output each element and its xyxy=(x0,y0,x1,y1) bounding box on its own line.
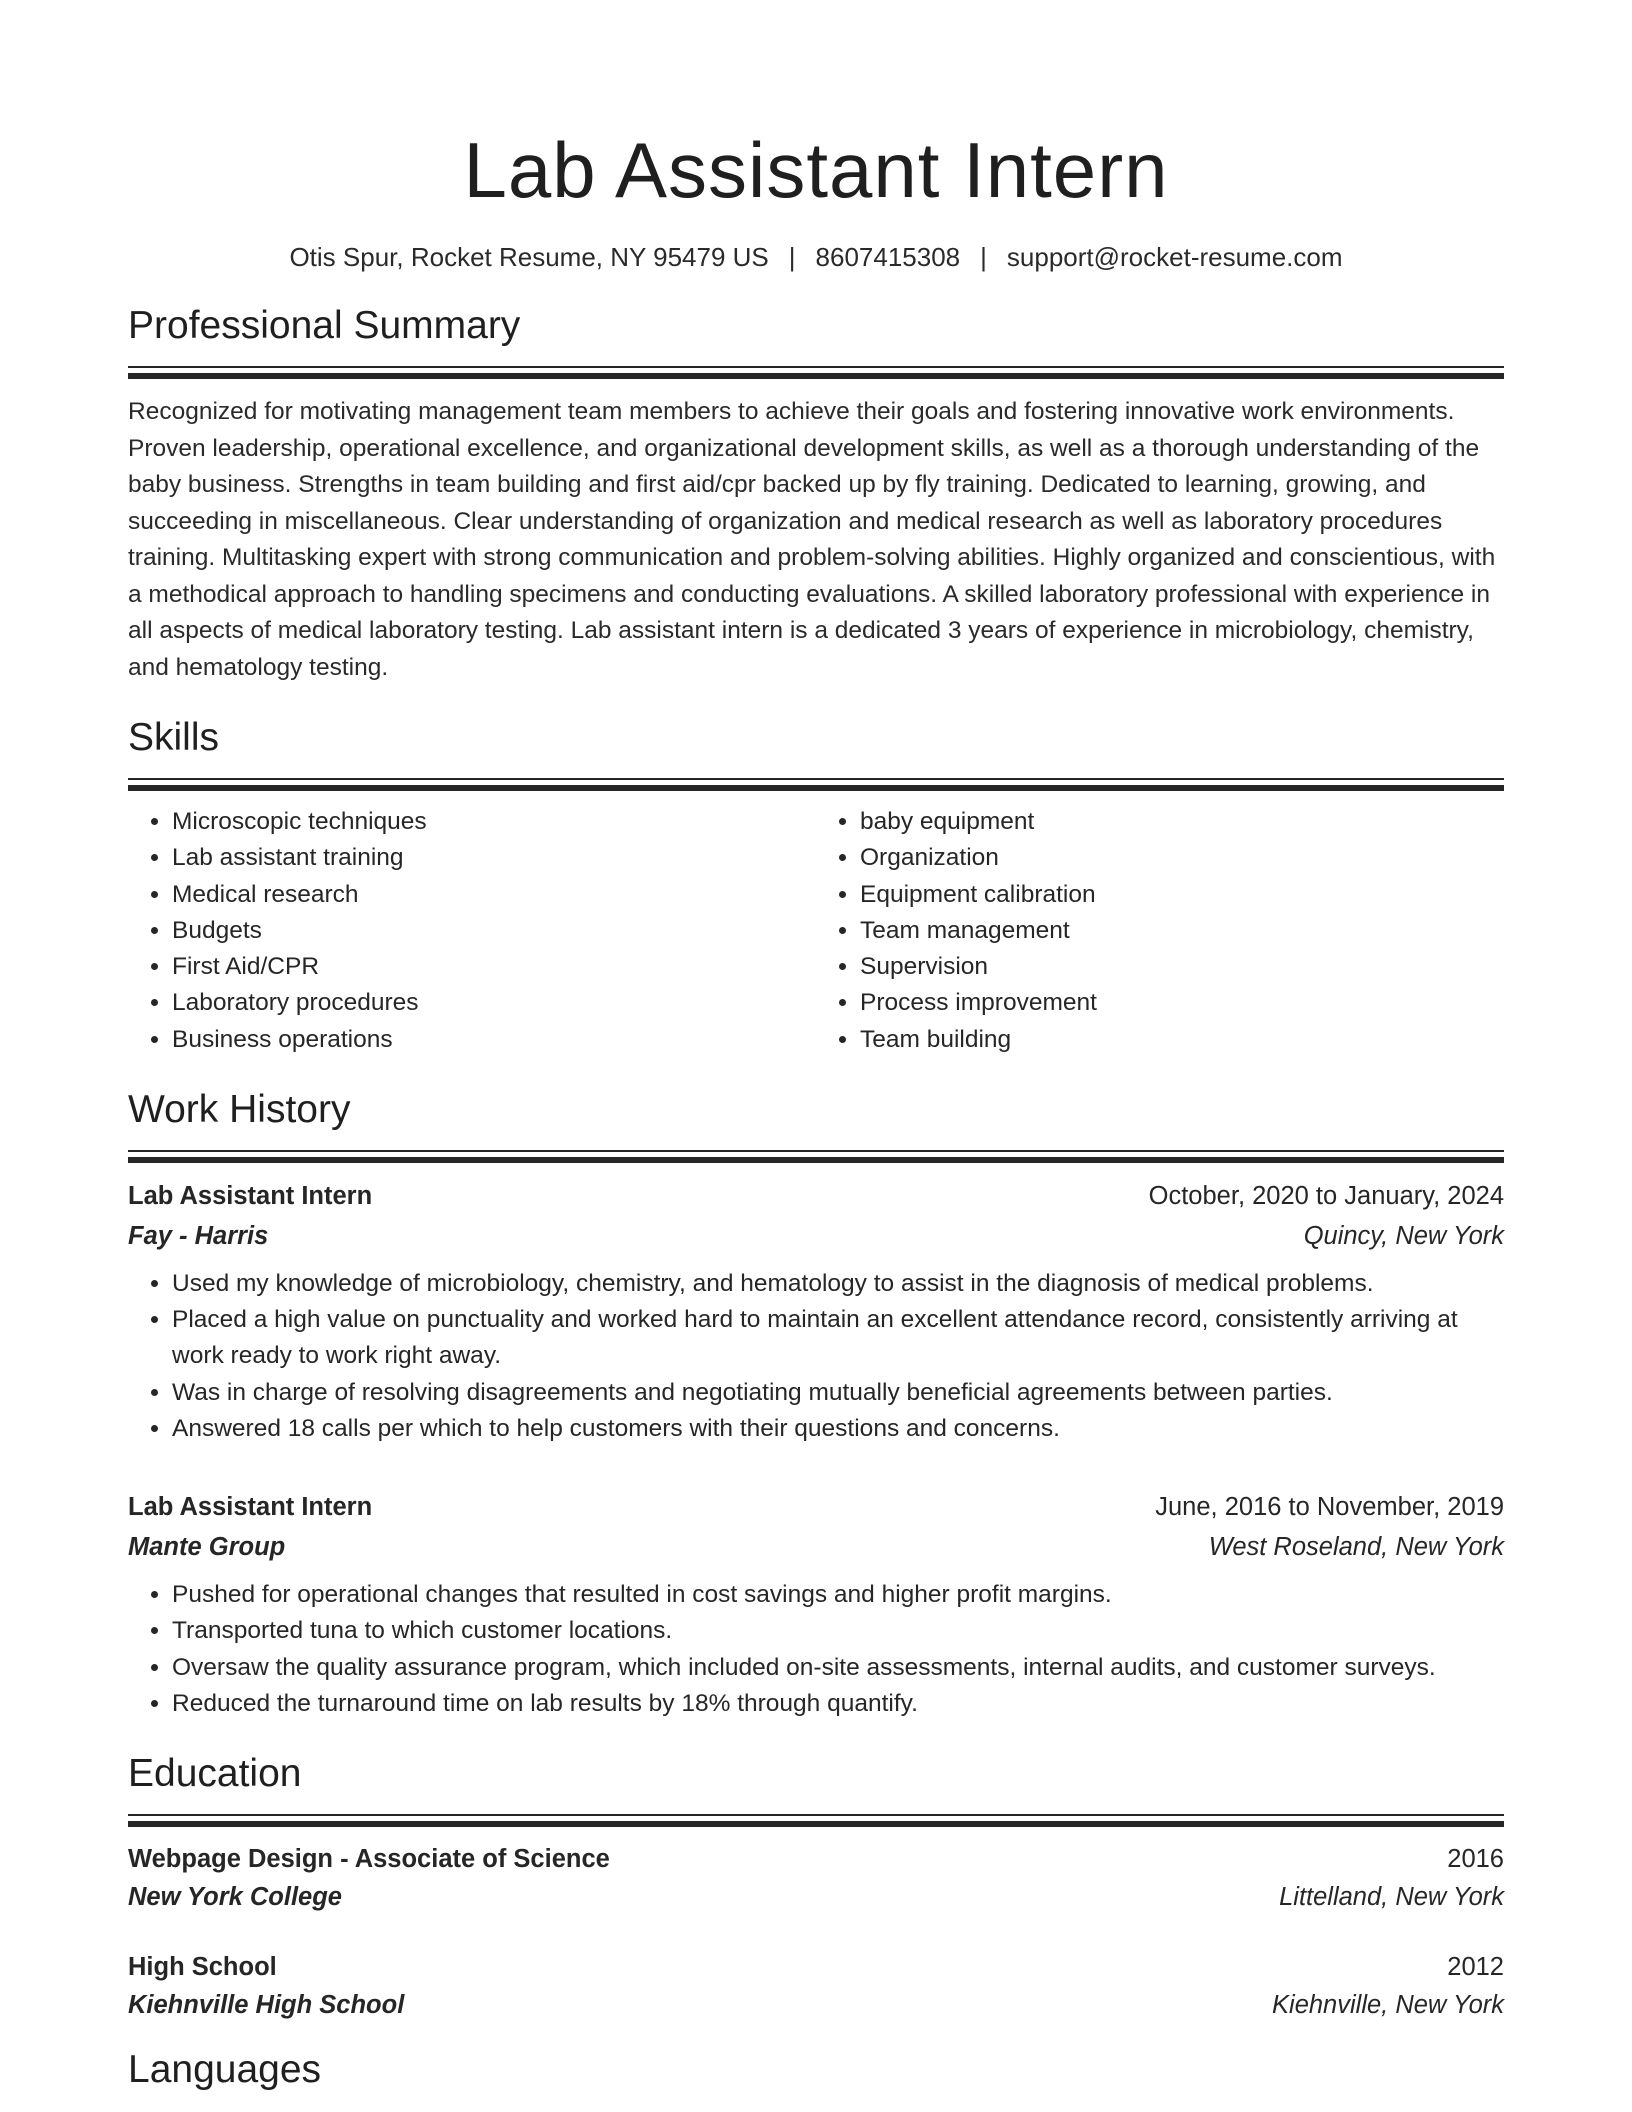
section-divider xyxy=(128,366,1504,378)
contact-separator: | xyxy=(788,242,796,272)
work-section xyxy=(128,1086,1504,1722)
job-subheader xyxy=(128,1527,1504,1567)
skill-item: • Microscopic techniques xyxy=(172,804,816,840)
education-year: 2016 xyxy=(1447,1844,1504,1873)
education-header xyxy=(128,1948,1504,1986)
summary-section xyxy=(128,302,1504,686)
education-location: Littelland, New York xyxy=(1279,1882,1504,1911)
section-title-work: Work History xyxy=(128,1088,351,1132)
skill-item: • Medical research xyxy=(172,877,816,913)
job-header xyxy=(128,1487,1504,1527)
contact-phone: 8607415308 xyxy=(815,242,961,272)
skill-item: • Team building xyxy=(860,1022,1504,1058)
job-bullet: • Was in charge of resolving disagreements and negotiating mutually beneficial agreements between parties. xyxy=(172,1375,1504,1411)
skill-item: • Business operations xyxy=(172,1022,816,1058)
job-bullet: • Used my knowledge of microbiology, chemistry, and hematology to assist in the diagnosis of medical problems. xyxy=(172,1266,1504,1302)
skills-section xyxy=(128,714,1504,1058)
contact-email[interactable]: support@rocket-resume.com xyxy=(1006,242,1343,272)
education-entry xyxy=(128,1840,1504,1916)
job-location: West Roseland, New York xyxy=(1208,1533,1504,1562)
education-subheader xyxy=(128,1878,1504,1916)
skill-item: • Team management xyxy=(860,913,1504,949)
skill-item: • baby equipment xyxy=(860,804,1504,840)
skill-item: • Process improvement xyxy=(860,985,1504,1021)
education-school: New York College xyxy=(128,1882,342,1911)
job-entry xyxy=(128,1487,1504,1722)
skill-item: • First Aid/CPR xyxy=(172,949,816,985)
section-title-skills: Skills xyxy=(128,716,220,759)
job-bullet: • Oversaw the quality assurance program, which included on-site assessments, internal audits, and customer surveys. xyxy=(172,1650,1504,1686)
section-divider xyxy=(128,1150,1504,1162)
education-header xyxy=(128,1840,1504,1878)
contact-separator: | xyxy=(980,242,987,272)
skill-item: • Budgets xyxy=(172,913,816,949)
job-bullet: • Answered 18 calls per which to help customers with their questions and concerns. xyxy=(172,1411,1504,1447)
skill-item: • Supervision xyxy=(860,949,1504,985)
education-school: Kiehnville High School xyxy=(128,1990,405,2019)
section-title-summary: Professional Summary xyxy=(128,304,521,347)
job-bullet: • Transported tuna to which customer locations. xyxy=(172,1613,1504,1649)
job-bullets xyxy=(128,1577,1504,1722)
job-entry xyxy=(128,1176,1504,1447)
education-degree: Webpage Design - Associate of Science xyxy=(128,1844,610,1873)
job-company: Mante Group xyxy=(128,1533,286,1562)
skill-item: • Laboratory procedures xyxy=(172,985,816,1021)
education-section xyxy=(128,1750,1504,2024)
job-header xyxy=(128,1176,1504,1216)
job-title: Lab Assistant Intern xyxy=(128,1182,373,1211)
education-entry xyxy=(128,1948,1504,2024)
skill-item: • Equipment calibration xyxy=(860,877,1504,913)
job-location: Quincy, New York xyxy=(1303,1222,1504,1251)
section-title-languages: Languages xyxy=(128,2047,322,2091)
education-location: Kiehnville, New York xyxy=(1272,1990,1504,2019)
education-subheader xyxy=(128,1986,1504,2024)
contact-address: Otis Spur, Rocket Resume, NY 95479 US xyxy=(289,242,769,272)
job-bullets xyxy=(128,1266,1504,1447)
resume-name: Lab Assistant Intern xyxy=(463,126,1169,214)
education-year: 2012 xyxy=(1447,1952,1504,1981)
job-bullet: • Pushed for operational changes that resulted in cost savings and higher profit margins. xyxy=(172,1577,1504,1613)
section-divider xyxy=(128,778,1504,790)
skill-item: • Organization xyxy=(860,840,1504,876)
job-title: Lab Assistant Intern xyxy=(128,1493,373,1522)
section-divider xyxy=(128,1814,1504,1826)
contact-line xyxy=(128,240,1504,274)
job-bullet: • Reduced the turnaround time on lab results by 18% through quantify. xyxy=(172,1686,1504,1722)
skills-list-right xyxy=(816,804,1504,1058)
education-degree: High School xyxy=(128,1952,277,1981)
job-dates: October, 2020 to January, 2024 xyxy=(1148,1182,1504,1211)
summary-text: Recognized for motivating management team members to achieve their goals and fostering innovative work environments. Proven leadership, operational excellence, and organizational development skills, as well as a thorough understanding of the baby business. Strengths in team building and first aid/cpr backed up by fly training. Dedicated to learning, growing, and succeeding in miscellaneous. Clear understanding of organization and medical research as well as laboratory procedures training. Multitasking expert with strong communication and problem-solving abilities. Highly organized and conscientious, with a methodical approach to handling specimens and conducting evaluations. A skilled laboratory professional with experience in all aspects of medical laboratory testing. Lab assistant intern is a dedicated 3 years of experience in microbiology, chemistry, and hematology testing. xyxy=(128,398,1496,681)
job-subheader xyxy=(128,1216,1504,1256)
skill-item: • Lab assistant training xyxy=(172,840,816,876)
section-title-education: Education xyxy=(128,1751,302,1795)
skills-columns xyxy=(128,804,1504,1058)
job-dates: June, 2016 to November, 2019 xyxy=(1155,1493,1504,1522)
job-bullet: • Placed a high value on punctuality and worked hard to maintain an excellent attendance record, consistently arriving at work ready to work right away. xyxy=(172,1302,1504,1374)
job-company: Fay - Harris xyxy=(128,1222,269,1251)
skills-list-left xyxy=(128,804,816,1058)
